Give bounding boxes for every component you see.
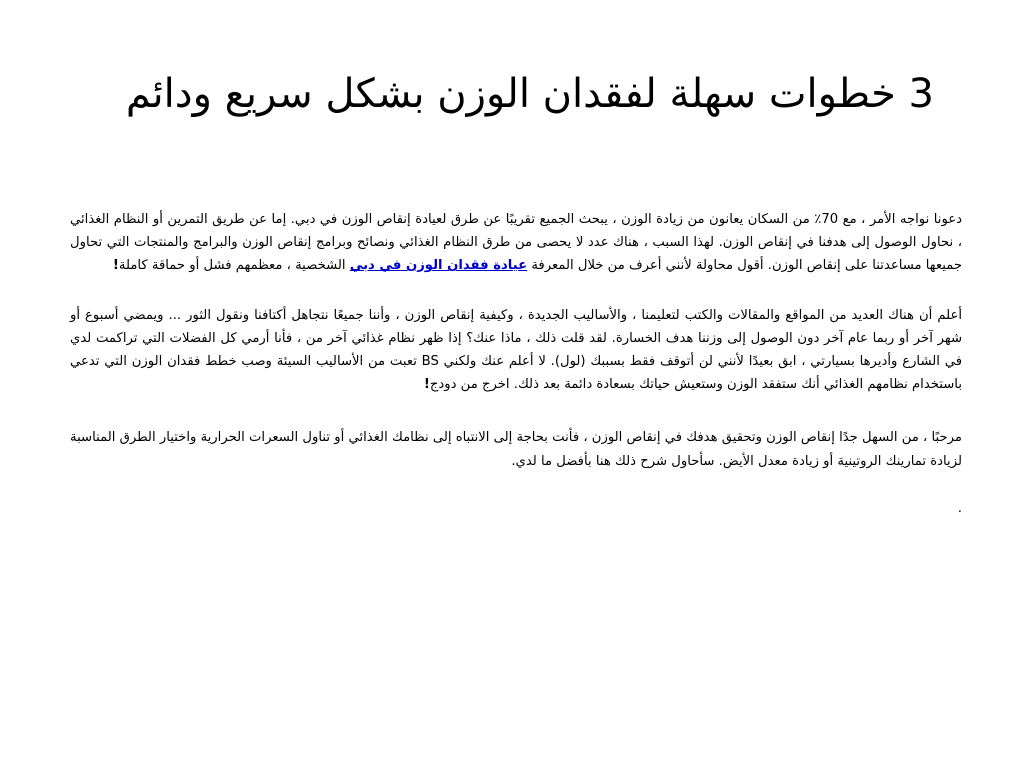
paragraph-methods <box>70 304 962 397</box>
slide-title: 3 خطوات سهلة لفقدان الوزن بشكل سريع ودائم <box>125 71 934 117</box>
paragraph-intro-tail: الشخصية ، معظمهم فشل أو حماقة كاملة <box>118 258 350 274</box>
weight-loss-clinic-dubai-link[interactable]: عيادة فقدان الوزن في دبي <box>349 258 528 274</box>
paragraph-intro <box>70 208 962 278</box>
slide-body <box>70 208 962 520</box>
paragraph-methods-text: أعلم أن هناك العديد من المواقع والمقالات والكتب لتعليمنا ، والأساليب الجديدة ، وكيفية إنقاص الوزن ، وأننا جميعًا نتجاهل أكتافنا ونقول الثور ... ويمضي أسبوع أو شهر آخر أو ربما عام آخر دون الوصول إلى وزننا هدف الخسارة. لقد قلت ذلك ، ماذا عنك؟ إذا ظهر نظام غذائي آخر من ، فأنا أرمي كل الفضلات التي تراكمت لدي في الشارع وأديرها بسيارتي ، ابق بعيدًا لأنني لن أتوقف فقط بسببك (لول). لا أعلم عنك ولكني BS تعبت من الأساليب السيئة وصب خطط فقدان الوزن التي تدعي باستخدام نظامهم الغذائي أنك ستفقد الوزن وستعيش حياتك بسعادة دائمة بعد ذلك. اخرج من دودج <box>70 307 962 393</box>
paragraph-methods-exclamation: ! <box>423 377 430 393</box>
final-period: . <box>957 500 962 516</box>
paragraph-intro-text: دعونا نواجه الأمر ، مع 70٪ من السكان يعانون من زيادة الوزن ، يبحث الجميع تقريبًا عن طرق لعيادة إنقاص الوزن في دبي. إما عن طريق التمرين أو النظام الغذائي ، نحاول الوصول إلى هدفنا في إنقاص الوزن. لهذا السبب ، هناك عدد لا يحصى من طرق النظام الغذائي ونصائح وبرامج إنقاص الوزن والبرامج والمنتجات التي تحاول جميعها مساعدتنا على إنقاص الوزن. أقول محاولة لأنني أعرف من خلال المعرفة <box>70 212 962 274</box>
paragraph-intro-exclamation: ! <box>112 258 119 274</box>
paragraph-easy: مرحبًا ، من السهل جدًا إنقاص الوزن وتحقيق هدفك في إنقاص الوزن ، فأنت بحاجة إلى الانتباه إلى نظامك الغذائي أو تناول السعرات الحرارية واختيار الطرق المناسبة لزيادة تمارينك الروتينية أو زيادة معدل الأيض. سأحاول شرح ذلك هنا بأفضل ما لدي. <box>70 430 962 469</box>
